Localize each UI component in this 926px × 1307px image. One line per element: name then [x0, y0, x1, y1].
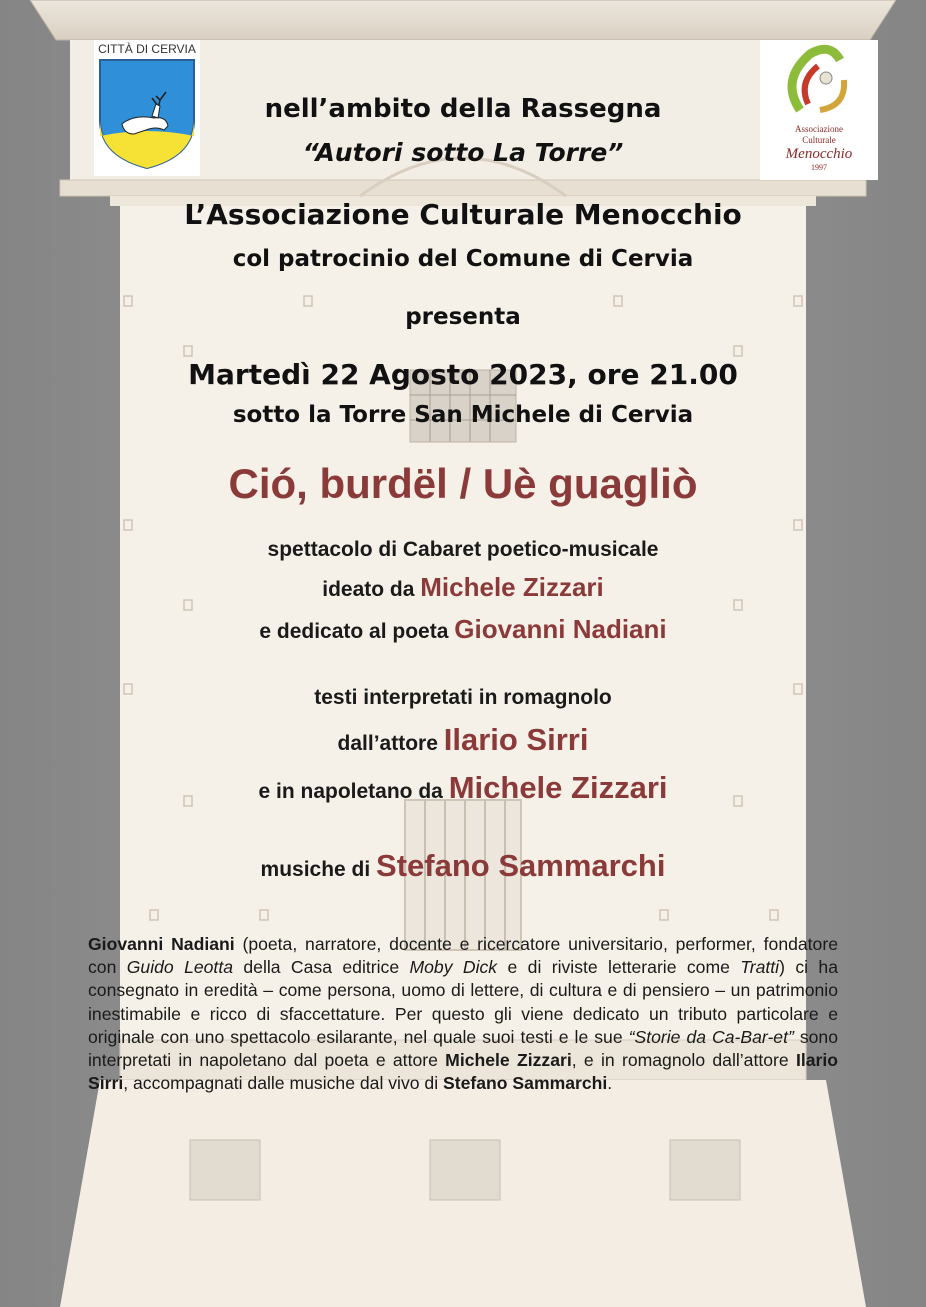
- cervia-logo-caption: CITTÀ DI CERVIA: [98, 42, 196, 56]
- credits-line5: [0, 722, 926, 758]
- credits-line2-name: Michele Zizzari: [420, 572, 604, 602]
- menocchio-logo-line2: Culturale: [802, 135, 836, 145]
- para-s3: Guido Leotta: [126, 957, 233, 978]
- para-s4: della Casa editrice: [233, 957, 410, 978]
- credits-line3-prefix: e dedicato al poeta: [259, 620, 455, 643]
- event-place: sotto la Torre San Michele di Cervia: [232, 402, 694, 428]
- credits-line7-prefix: musiche di: [260, 858, 377, 881]
- credits-line3-name: Giovanni Nadiani: [454, 614, 667, 644]
- credits-line6: [0, 770, 926, 806]
- credits-line5-name: Ilario Sirri: [443, 722, 589, 757]
- para-s16: .: [607, 1073, 613, 1094]
- para-s8: ) ci ha consegnato in eredità – come persona, uomo di lettere, di cultura e di pensiero – un patrimonio inestimabile e ricco di sfaccettature. Per questo gli viene dedicato un tributo particolare e originale con uno spettacolo esilarante, nel quale suoi testi e le sue: [88, 957, 838, 1047]
- header-line2: “Autori sotto La Torre”: [302, 138, 624, 167]
- para-s9: “Storie da Ca-Bar-et”: [628, 1026, 794, 1047]
- patronage-line: col patrocinio del Comune di Cervia: [232, 246, 694, 272]
- para-s7: Tratti: [740, 957, 780, 978]
- para-s5: Moby Dick: [409, 957, 498, 978]
- credits-line1: spettacolo di Cabaret poetico-musicale: [267, 538, 659, 561]
- event-title: Ció, burdël / Uè guagliò: [228, 460, 698, 507]
- para-s6: e di riviste letterarie come: [497, 957, 741, 978]
- header-line1: nell’ambito della Rassegna: [264, 94, 662, 124]
- event-date: Martedì 22 Agosto 2023, ore 21.00: [188, 358, 738, 391]
- para-s15: Stefano Sammarchi: [443, 1073, 608, 1094]
- menocchio-logo-year: 1997: [811, 163, 827, 172]
- credits-line7: [0, 848, 926, 884]
- para-s11: Michele Zizzari: [445, 1050, 572, 1071]
- para-s14: , accompagnati dalle musiche dal vivo di: [123, 1073, 444, 1094]
- menocchio-logo-line1: Associazione: [795, 124, 843, 134]
- description-paragraph: [88, 933, 838, 1095]
- para-s2: (poeta, narratore, docente e ricercatore universitario, performer, fondatore con: [88, 934, 838, 978]
- credits-line4: testi interpretati in romagnolo: [314, 686, 612, 709]
- menocchio-logo-line3: Menocchio: [785, 146, 853, 162]
- credits-line7-name: Stefano Sammarchi: [376, 848, 666, 883]
- credits-line2: [0, 572, 926, 603]
- para-s10: sono interpretati in napoletano dal poeta e attore: [88, 1026, 839, 1071]
- credits-line5-prefix: dall’attore: [337, 732, 444, 755]
- presents-line: presenta: [405, 304, 521, 330]
- credits-line3: [0, 614, 926, 645]
- credits-line2-prefix: ideato da: [322, 578, 421, 601]
- association-name: L’Associazione Culturale Menocchio: [184, 198, 742, 231]
- para-s12: , e in romagnolo dall’attore: [571, 1050, 796, 1071]
- para-s1: Giovanni Nadiani: [88, 934, 235, 954]
- credits-line6-name: Michele Zizzari: [448, 770, 668, 805]
- para-s13: Ilario Sirri: [88, 1050, 839, 1094]
- credits-line6-prefix: e in napoletano da: [258, 780, 449, 803]
